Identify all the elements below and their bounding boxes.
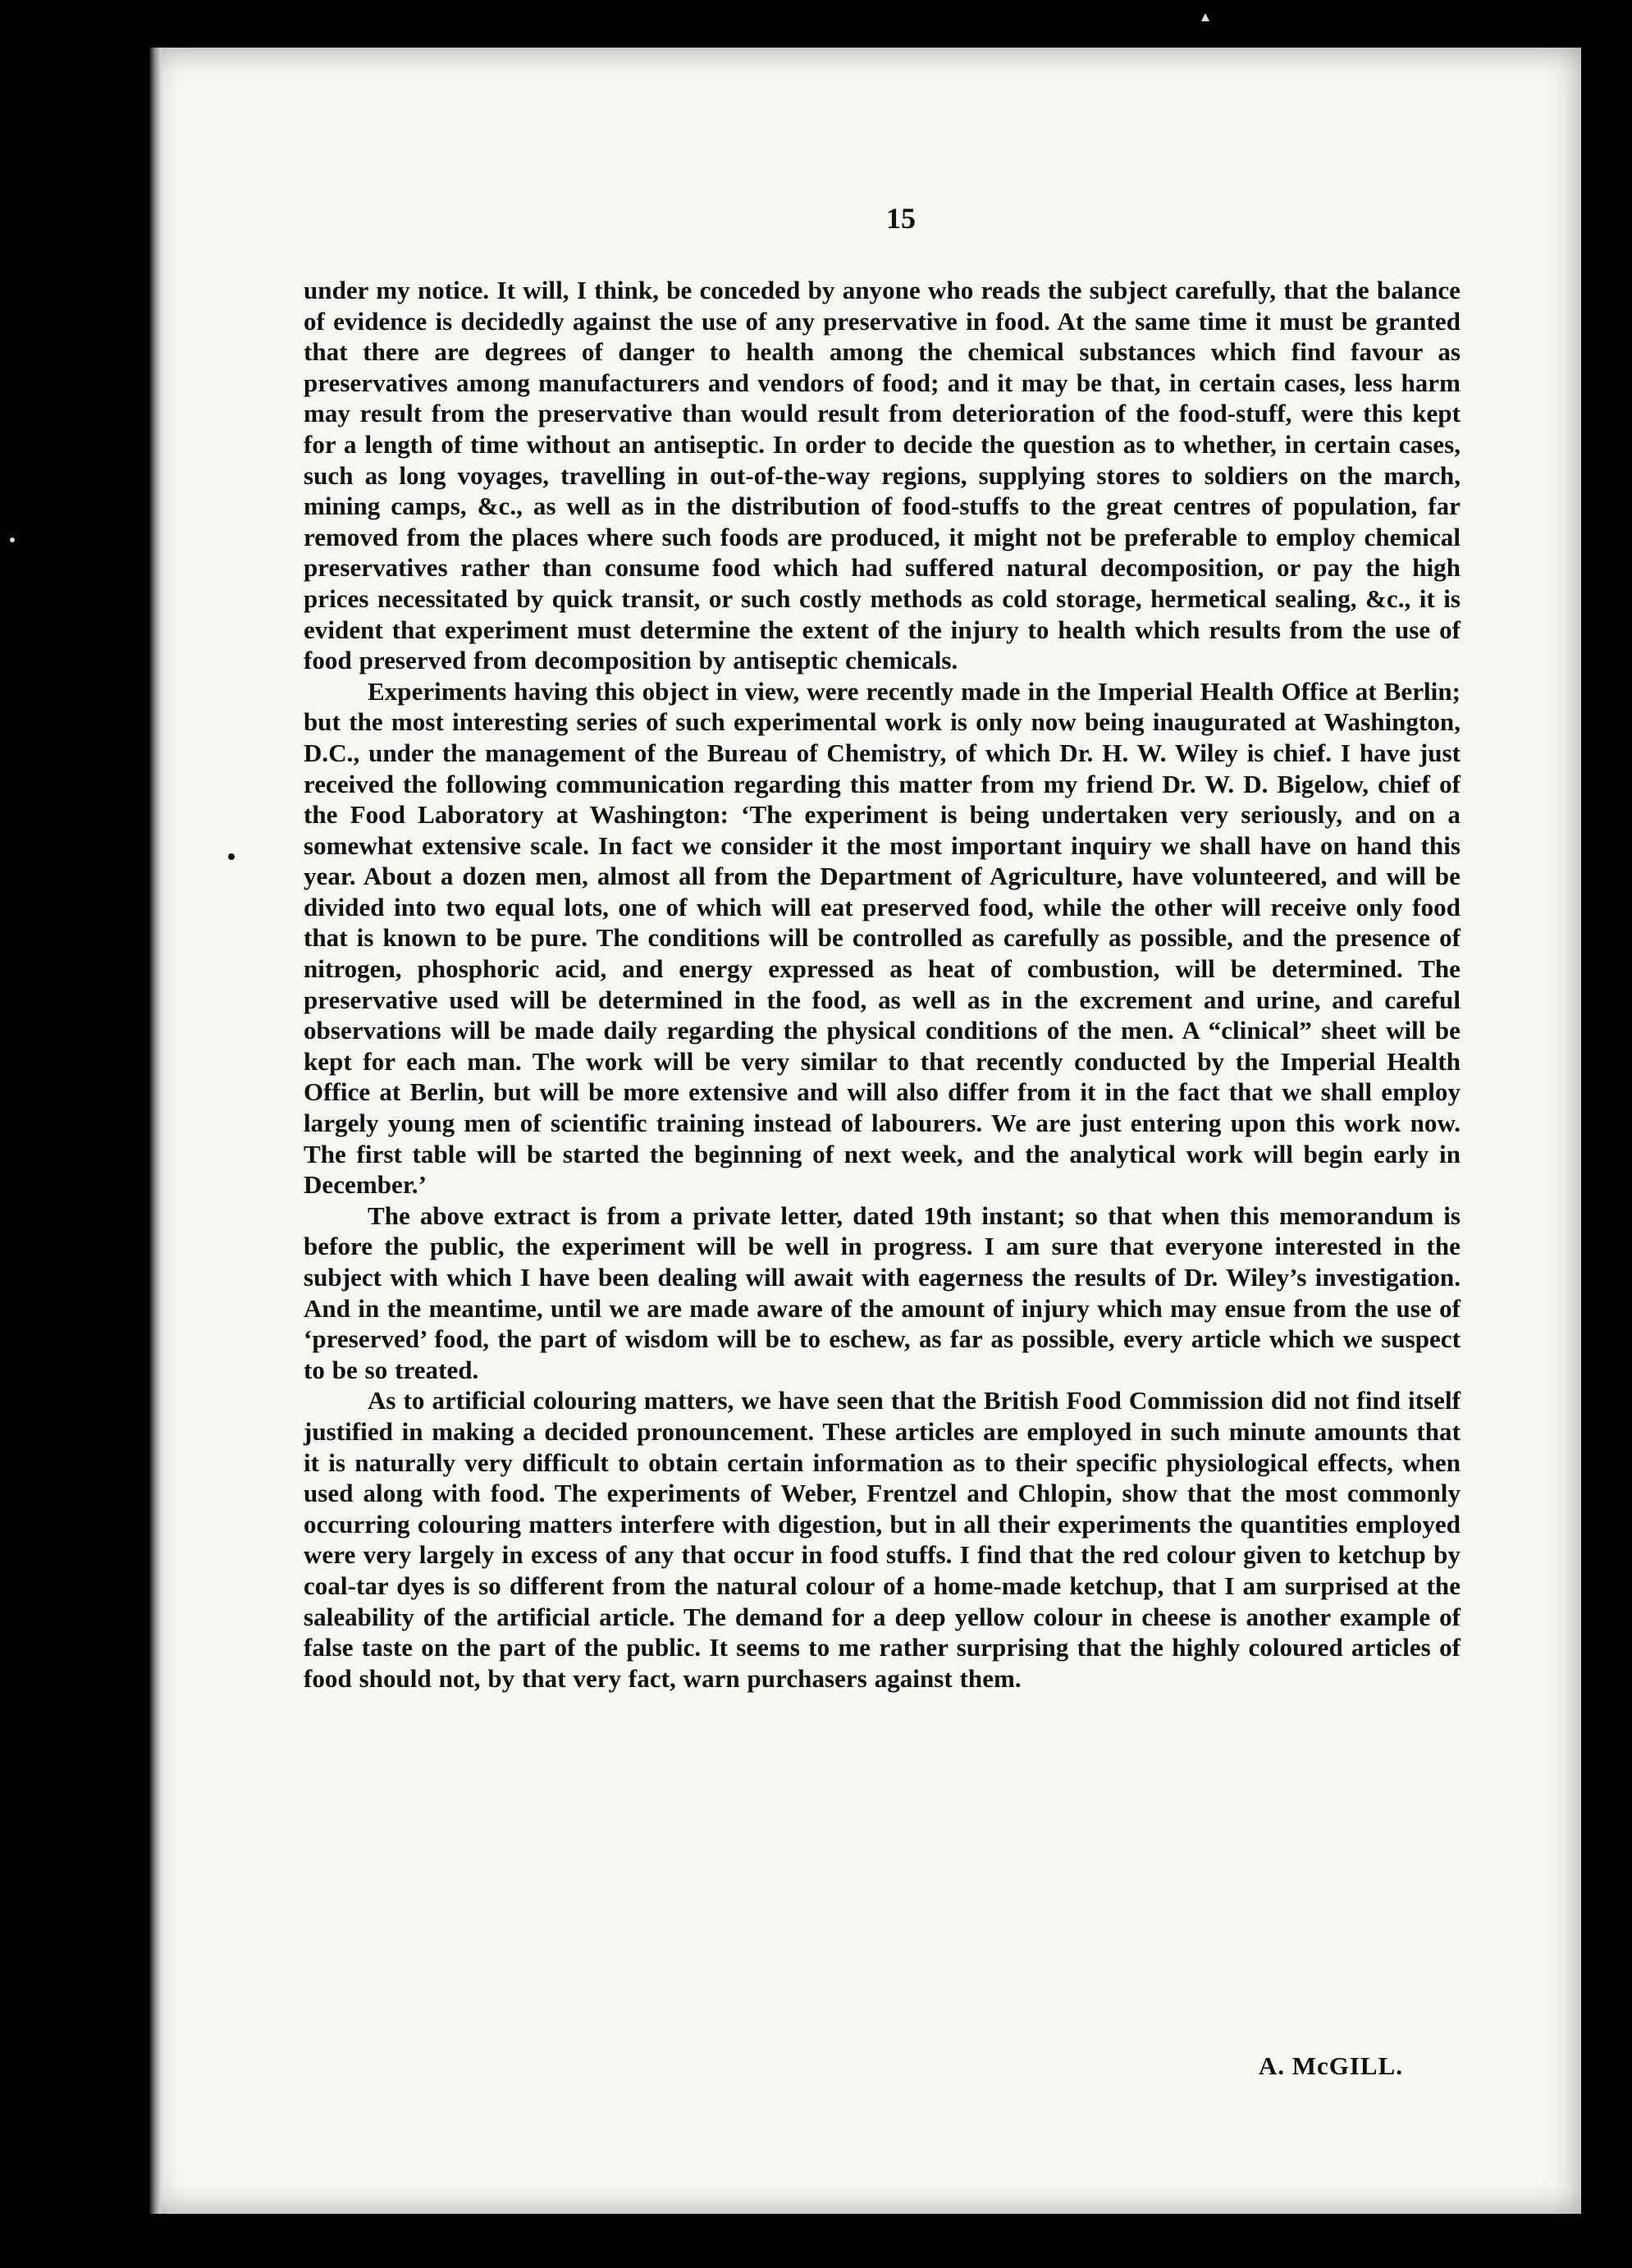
author-signature: A. McGILL. xyxy=(1258,2051,1403,2080)
paragraph: under my notice. It will, I think, be conceded by anyone who reads the subject carefully, that the balance of evidence is decidedly against the use of any preservative in food. At the same time it must be granted that there are degrees of danger to health among the chemical substances which find favour as preservatives among manufacturers and vendors of food; and it may be that, in certain cases, less harm may result from the preservative than would result from deterioration of the food-stuff, were this kept for a length of time without an antiseptic. In order to decide the question as to whether, in certain cases, such as long voyages, travelling in out-of-the-way regions, supplying stores to soldiers on the march, mining camps, &c., as well as in the distribution of food-stuffs to the great centres of population, far removed from the places where such foods are produced, it might not be preferable to employ chemical preservatives rather than consume food which had suffered natural decomposition, or pay the high prices necessitated by quick transit, or such costly methods as cold storage, hermetical sealing, &c., it is evident that experiment must determine the extent of the injury to health which results from the use of food preserved from decomposition by antiseptic chemicals. xyxy=(304,276,1461,675)
scan-speck-left xyxy=(10,537,15,542)
paragraph: Experiments having this object in view, were recently made in the Imperial Health Office at Berlin; but the most interesting series of such experimental work is only now being inaugurated at Washington, D.C., under the management of the Bureau of Chemistry, of which Dr. H. W. Wiley is chief. I have just received the following communication regarding this matter from my friend Dr. W. D. Bigelow, chief of the Food Laboratory at Washington: ‘The experiment is being undertaken very seriously, and on a somewhat extensive scale. In fact we consider it the most important inquiry we shall have on hand this year. About a dozen men, almost all from the Department of Agriculture, have volunteered, and will be divided into two equal lots, one of which will eat preserved food, while the other will receive only food that is known to be pure. The conditions will be controlled as carefully as possible, and the presence of nitrogen, phosphoric acid, and energy expressed as heat of combustion, will be determined. The preservative used will be determined in the food, as well as in the excrement and urine, and careful observations will be made daily regarding the physical conditions of the men. A “clinical” sheet will be kept for each man. The work will be very similar to that recently conducted by the Imperial Health Office at Berlin, but will be more extensive and will also differ from it in the fact that we shall employ largely young men of scientific training instead of labourers. We are just entering upon this work now. The first table will be started the beginning of next week, and the analytical work will begin early in December.’ xyxy=(304,676,1461,1200)
margin-dot xyxy=(228,853,235,860)
body-text xyxy=(304,275,1461,1694)
paragraph: The above extract is from a private letter, dated 19th instant; so that when this memorandum is before the public, the experiment will be well in progress. I am sure that everyone interested in the subject with which I have been dealing will await with eagerness the results of Dr. Wiley’s investigation. And in the meantime, until we are made aware of the amount of injury which may ensue from the use of ‘preserved’ food, the part of wisdom will be to eschew, as far as possible, every article which we suspect to be so treated. xyxy=(304,1200,1461,1384)
paragraph: As to artificial colouring matters, we have seen that the British Food Commission did not find itself justified in making a decided pronouncement. These articles are employed in such minute amounts that it is naturally very difficult to obtain certain information as to their specific physiological effects, when used along with food. The experiments of Weber, Frentzel and Chlopin, show that the most commonly occurring colouring matters interfere with digestion, but in all their experiments the quantities employed were very largely in excess of any that occur in food stuffs. I find that the red colour given to ketchup by coal-tar dyes is so different from the natural colour of a home-made ketchup, that I am surprised at the saleability of the artificial article. The demand for a deep yellow colour in cheese is another example of false taste on the part of the public. It seems to me rather surprising that the highly coloured articles of food should not, by that very fact, warn purchasers against them. xyxy=(304,1386,1461,1693)
page-binding-edge xyxy=(149,48,161,2214)
page-number: 15 xyxy=(886,202,916,235)
